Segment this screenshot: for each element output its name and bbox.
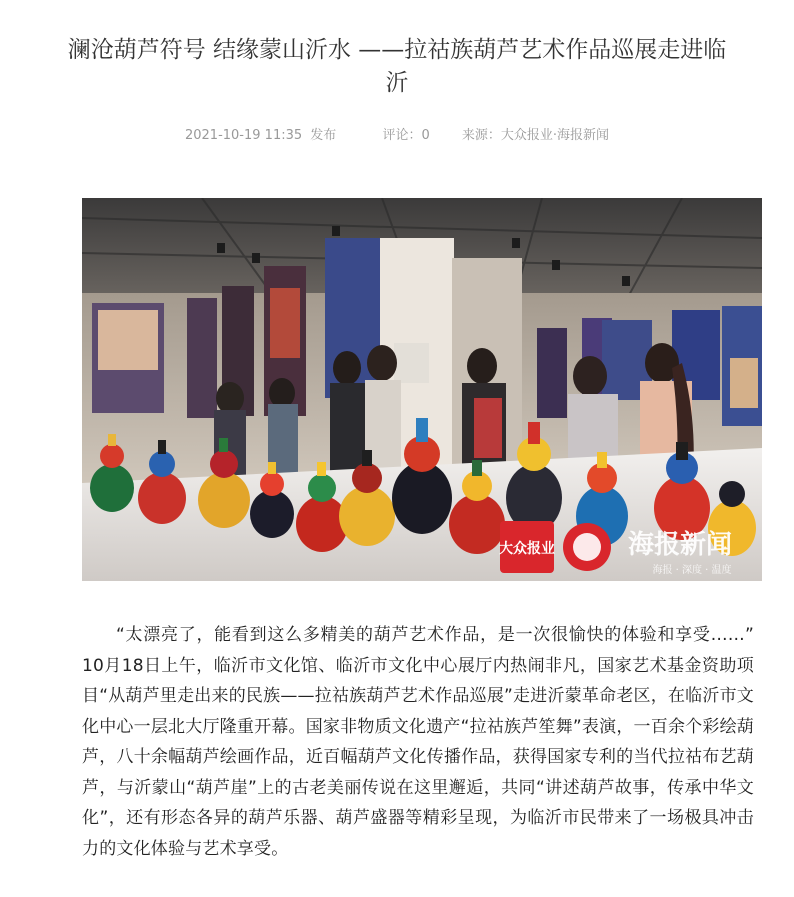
source-label: 来源：大众报业·海报新闻: [461, 128, 609, 143]
watermark-slogan: 海报 · 深度 · 温度: [652, 565, 732, 576]
comment-count[interactable]: 评论：0: [382, 128, 430, 143]
article-title: 澜沧葫芦符号 结缘蒙山沂水 ——拉祜族葫芦艺术作品巡展走进临沂: [67, 37, 727, 96]
watermark-logo-text: 大众报业: [499, 541, 555, 557]
exhibition-photo-illustration: [82, 198, 762, 581]
article-photo: [82, 198, 762, 581]
article-paragraph: “太漂亮了，能看到这么多精美的葫芦艺术作品，是一次很愉快的体验和享受……” 10月18日上午，临沂市文化馆、临沂市文化中心展厅内热闹非凡，国家艺术基金资助项目“从葫芦里走出来的民族——拉祜族葫芦艺术作品巡展”走进沂蒙革命老区，在临沂市文化中心一层北大厅隆重开幕。国家非物质文化遗产“拉祜族芦笙舞”表演，一百余个彩绘葫芦，八十余幅葫芦绘画作品，近百幅葫芦文化传播作品，获得国家专利的当代拉祜布艺葫芦，与沂蒙山“葫芦崖”上的古老美丽传说在这里邂逅，共同“讲述葫芦故事，传承中华文化”，还有形态各异的葫芦乐器、葫芦盛器等精彩呈现，为临沂市民带来了一场极具冲击力的文化体验与艺术享受。: [82, 625, 754, 859]
publish-label: 发布: [310, 128, 337, 143]
watermark-brand: 海报新闻: [627, 530, 733, 560]
article-meta: [0, 124, 794, 143]
publish-datetime: [185, 128, 350, 143]
datetime-text: 2021-10-19 11:35: [184, 128, 303, 143]
